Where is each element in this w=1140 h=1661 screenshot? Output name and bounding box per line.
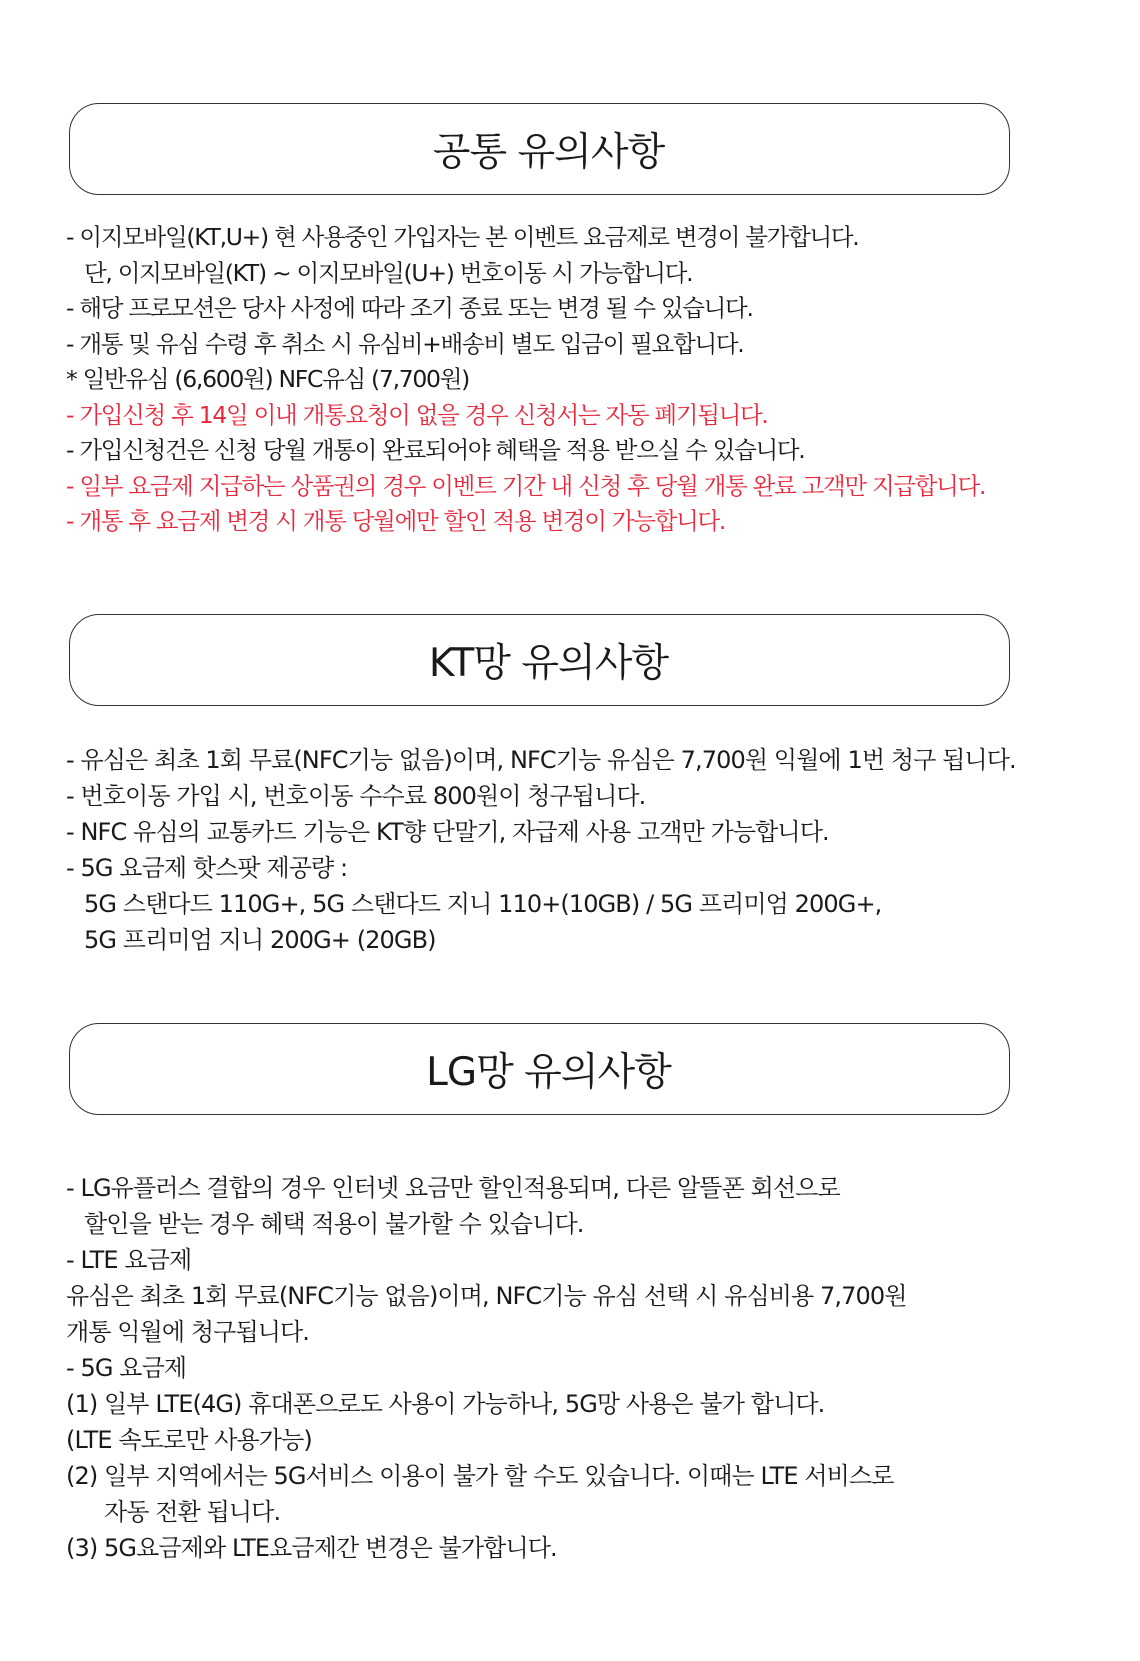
kt-note-hotspot-plans-2: 5G 프리미엄 지니 200G+ (20GB) [84, 926, 436, 954]
common-note-usim-price: * 일반유심 (6,600원) NFC유심 (7,700원) [66, 365, 469, 393]
lg-notice-header [69, 1023, 1010, 1115]
kt-note-usim: - 유심은 최초 1회 무료(NFC기능 없음)이며, NFC기능 유심은 7,700원 익월에 1번 청구 됩니다. [66, 746, 1016, 774]
common-note-1-cont: 단, 이지모바일(KT) ~ 이지모바일(U+) 번호이동 시 가능합니다. [84, 258, 693, 287]
kt-notice-title: KT망 유의사항 [428, 641, 669, 686]
common-note-plan-change: - 개통 후 요금제 변경 시 개통 당월에만 할인 적용 변경이 가능합니다. [66, 507, 726, 535]
common-note-1: - 이지모바일(KT,U+) 현 사용중인 가입자는 본 이벤트 요금제로 변경이 불가합니다. [66, 223, 859, 251]
lg-note-5g-heading: - 5G 요금제 [66, 1354, 187, 1382]
kt-note-port-fee: - 번호이동 가입 시, 번호이동 수수료 800원이 청구됩니다. [66, 782, 646, 810]
lg-note-bundle: - LG유플러스 결합의 경우 인터넷 요금만 할인적용되며, 다른 알뜰폰 회선으로 [66, 1174, 840, 1202]
common-note-benefit: - 가입신청건은 신청 당월 개통이 완료되어야 혜택을 적용 받으실 수 있습니다. [66, 436, 805, 464]
common-notice-list [66, 220, 985, 540]
lg-notice-title: LG망 유의사항 [426, 1050, 671, 1095]
lg-notice-list [66, 1170, 907, 1566]
kt-note-hotspot-plans-1: 5G 스탠다드 110G+, 5G 스탠다드 지니 110+(10GB) / 5G 프리미엄 200G+, [84, 890, 882, 918]
lg-note-lte-usim-cont: 개통 익월에 청구됩니다. [66, 1318, 310, 1346]
lg-note-5g-1: (1) 일부 LTE(4G) 휴대폰으로도 사용이 가능하나, 5G망 사용은 불가 합니다. [66, 1390, 825, 1418]
kt-note-nfc: - NFC 유심의 교통카드 기능은 KT향 단말기, 자급제 사용 고객만 가능합니다. [66, 818, 829, 846]
lg-note-5g-2: (2) 일부 지역에서는 5G서비스 이용이 불가 할 수도 있습니다. 이때는 LTE 서비스로 [66, 1462, 894, 1490]
lg-note-lte-heading: - LTE 요금제 [66, 1246, 192, 1274]
common-note-3: - 개통 및 유심 수령 후 취소 시 유심비+배송비 별도 입금이 필요합니다. [66, 329, 744, 358]
common-note-gift-card: - 일부 요금제 지급하는 상품권의 경우 이벤트 기간 내 신청 후 당월 개통 완료 고객만 지급합니다. [66, 471, 986, 500]
kt-notice-list [66, 742, 1016, 958]
lg-note-5g-2-cont: 자동 전환 됩니다. [104, 1498, 281, 1526]
lg-note-5g-1-cont: (LTE 속도로만 사용가능) [66, 1426, 312, 1454]
kt-notice-header [69, 614, 1010, 706]
common-notice-header [69, 103, 1010, 195]
common-notice-title: 공통 유의사항 [432, 130, 665, 175]
lg-note-lte-usim: 유심은 최초 1회 무료(NFC기능 없음)이며, NFC기능 유심 선택 시 유심비용 7,700원 [66, 1282, 907, 1310]
lg-note-5g-3: (3) 5G요금제와 LTE요금제간 변경은 불가합니다. [66, 1534, 557, 1562]
lg-note-bundle-cont: 할인을 받는 경우 혜택 적용이 불가할 수 있습니다. [84, 1210, 584, 1238]
common-note-auto-discard: - 가입신청 후 14일 이내 개통요청이 없을 경우 신청서는 자동 폐기됩니다. [66, 400, 768, 429]
kt-note-hotspot: - 5G 요금제 핫스팟 제공량 : [66, 854, 348, 882]
common-note-2: - 해당 프로모션은 당사 사정에 따라 조기 종료 또는 변경 될 수 있습니다. [66, 294, 753, 322]
